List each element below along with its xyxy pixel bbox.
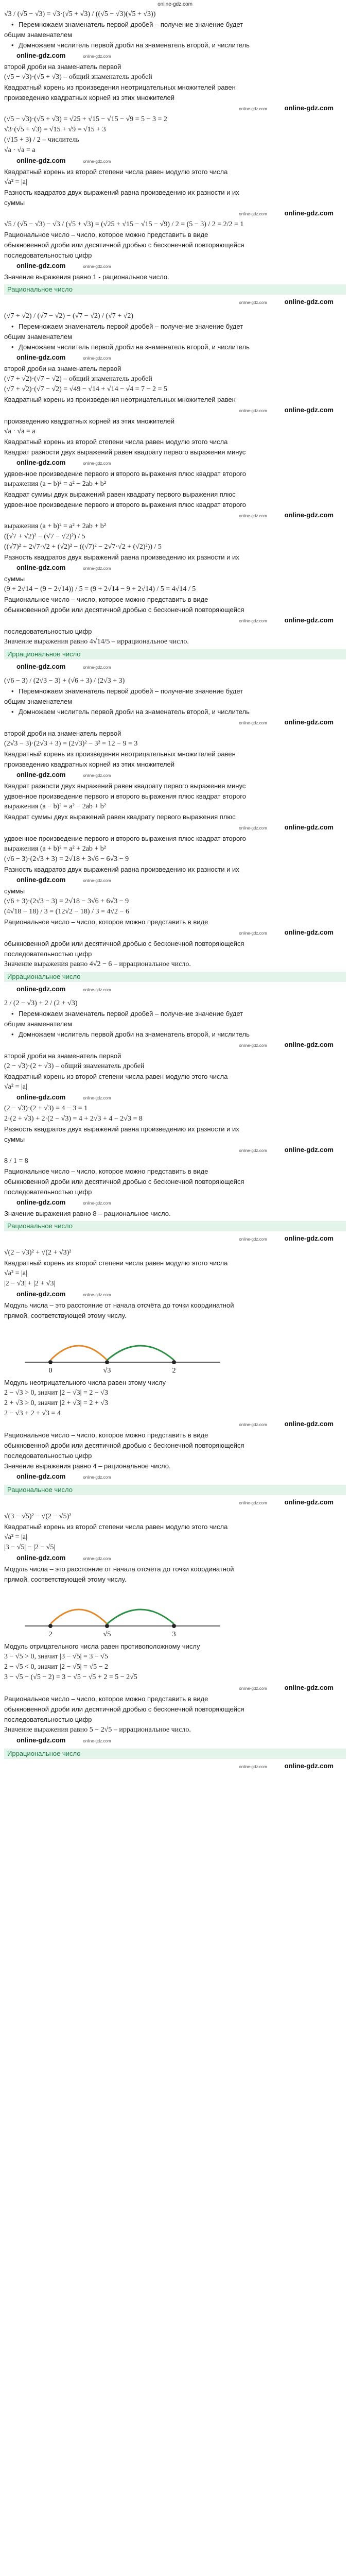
watermark-small: online-gdz.com xyxy=(239,931,267,936)
text-line: Разность квадратов двух выражений равна произведению их разности и их xyxy=(4,553,239,561)
text-line: (4√18 − 18) / 3 = (12√2 − 18) / 3 = 4√2 − 6 xyxy=(4,908,129,916)
watermark: online-gdz.com xyxy=(284,1762,334,1770)
page-header xyxy=(0,0,350,9)
number-line-diagram xyxy=(4,1585,346,1641)
axis-point-label: 0 xyxy=(48,1367,52,1375)
watermark-row xyxy=(4,1092,346,1104)
text-line: суммы xyxy=(4,887,25,895)
text-line: прямой, соответствующей этому числу. xyxy=(4,1575,127,1583)
text-line: Квадратный корень из второй степени числа равен модулю этого числа xyxy=(4,438,228,446)
text-line: (√7 + √2) / (√7 − √2) − (√7 − √2) / (√7 + √2) xyxy=(4,312,134,320)
text-line: второй дроби на знаменатель первой xyxy=(4,730,121,737)
text-line: • Домножаем числитель первой дроби на знаменатель второй, и числитель xyxy=(4,342,346,352)
number-line-svg xyxy=(4,1321,346,1378)
text-line: Значение выражения равно 5 − 2√5 – иррациональное число. xyxy=(4,1726,191,1734)
watermark: online-gdz.com xyxy=(284,1234,334,1242)
text-line: Квадратный корень из второй степени числа равен модулю этого числа xyxy=(4,1073,228,1080)
watermark: online-gdz.com xyxy=(16,459,66,466)
watermark-row xyxy=(4,875,346,886)
text-line: (√6 − 3)·(2√3 + 3) = 2√18 + 3√6 − 6√3 − 9 xyxy=(4,855,129,863)
watermark-small: online-gdz.com xyxy=(239,1237,267,1242)
number-type-band: Рациональное число xyxy=(4,284,346,295)
watermark: online-gdz.com xyxy=(16,985,66,993)
text-line: • Перемножаем знаменатель первой дробей – получение значение будет xyxy=(4,20,346,30)
number-type-band: Иррациональное число xyxy=(4,972,346,982)
text-line: Рациональное число – число, которое можно представить в виде xyxy=(4,1431,208,1439)
text-line: суммы xyxy=(4,575,25,583)
watermark-row xyxy=(4,1289,346,1300)
text-line: √a² = |a| xyxy=(4,1269,27,1277)
watermark-row xyxy=(4,615,346,626)
watermark: online-gdz.com xyxy=(284,406,334,414)
text-line: последовательностью цифр xyxy=(4,251,92,259)
text-line: Квадратный корень из второй степени числа равен модулю этого числа xyxy=(4,168,228,176)
text-line: произведению квадратных корней из этих множителей xyxy=(4,760,174,768)
text-line: (√5 − √3)·(√5 + √3) = √25 + √15 − √15 − √9 = 5 − 3 = 2 xyxy=(4,115,167,123)
text-line: (2 − √3)·(2 + √3) = 4 − 3 = 1 xyxy=(4,1105,88,1112)
watermark: online-gdz.com xyxy=(16,1472,66,1480)
watermark-row xyxy=(4,984,346,995)
watermark: online-gdz.com xyxy=(16,157,66,164)
watermark-small: online-gdz.com xyxy=(83,54,111,59)
watermark: online-gdz.com xyxy=(284,1498,334,1506)
document-body xyxy=(0,9,350,1772)
number-type-band: Рациональное число xyxy=(4,1221,346,1231)
text-line: выражения (a − b)² = a² − 2ab + b² xyxy=(4,803,106,810)
watermark-row xyxy=(4,103,346,114)
text-line: (√7 + √2)·(√7 − √2) = √49 − √14 + √14 − √4 = 7 − 2 = 5 xyxy=(4,385,167,393)
text-line: Квадрат суммы двух выражений равен квадрату первого выражения плюс xyxy=(4,813,236,821)
text-line: суммы xyxy=(4,199,25,207)
text-line: произведению квадратных корней из этих множителей xyxy=(4,94,174,101)
watermark-small: online-gdz.com xyxy=(83,1475,111,1480)
text-line: Разность квадратов двух выражений равна произведению их разности и их xyxy=(4,189,239,196)
distance-arc xyxy=(107,1609,174,1624)
text-line: (2√3 − 3)·(2√3 + 3) = (2√3)² − 3² = 12 − 9 = 3 xyxy=(4,740,138,748)
text-line: √a² = |a| xyxy=(4,178,27,186)
watermark: online-gdz.com xyxy=(16,1093,66,1101)
watermark: online-gdz.com xyxy=(16,52,66,59)
watermark-row xyxy=(4,457,346,469)
watermark: online-gdz.com xyxy=(284,823,334,831)
watermark: online-gdz.com xyxy=(284,718,334,726)
text-line: обыкновенной дроби или десятичной дробью с бесконечной повторяющейся xyxy=(4,606,244,614)
text-line: 8 / 1 = 8 xyxy=(4,1157,28,1165)
axis-point xyxy=(105,1624,109,1628)
text-line: Модуль числа – это расстояние от начала отсчёта до точки координатной xyxy=(4,1301,234,1309)
text-line: общим знаменателем xyxy=(4,698,73,705)
watermark-row xyxy=(4,1145,346,1156)
text-line: последовательностью цифр xyxy=(4,1188,92,1196)
text-line: второй дроби на знаменатель первой xyxy=(4,365,121,372)
watermark-small: online-gdz.com xyxy=(83,264,111,269)
text-line: √a² = |a| xyxy=(4,1083,27,1091)
solution-section xyxy=(4,311,346,673)
text-line: Модуль отрицательного числа равен противоположному числу xyxy=(4,1642,200,1650)
text-line: второй дроби на знаменатель первой xyxy=(4,1052,121,1060)
text-line: 2·(2 + √3) + 2·(2 − √3) = 4 + 2√3 + 4 − 2√3 = 8 xyxy=(4,1115,143,1123)
text-line: Разность квадратов двух выражений равна произведению их разности и их xyxy=(4,1125,239,1133)
text-line: выражения (a + b)² = a² + 2ab + b² xyxy=(4,522,106,530)
watermark: online-gdz.com xyxy=(284,209,334,217)
text-line: Рациональное число – число, которое можно представить в виде xyxy=(4,596,208,603)
text-line: √a · √a = a xyxy=(4,428,36,435)
text-line: удвоенное произведение первого и второго выражения плюс квадрат второго xyxy=(4,792,246,800)
text-line: удвоенное произведение первого и второго выражения плюс квадрат второго xyxy=(4,835,246,842)
watermark: online-gdz.com xyxy=(284,511,334,519)
watermark-row xyxy=(4,1233,346,1245)
text-line: (2 − √3)·(2 + √3) – общий знаменатель дробей xyxy=(4,1062,145,1070)
text-line: Рациональное число – число, которое можно представить в виде xyxy=(4,1695,208,1703)
text-line: Значение выражения равно 4√2 − 6 – иррациональное число. xyxy=(4,960,191,968)
watermark-row xyxy=(4,1553,346,1564)
watermark-row xyxy=(4,1040,346,1051)
number-type-band: Иррациональное число xyxy=(4,1749,346,1759)
number-line-svg xyxy=(4,1585,346,1641)
watermark-row xyxy=(4,563,346,574)
text-line: (√5 − √3)·(√5 + √3) – общий знаменатель дробей xyxy=(4,73,152,81)
watermark: online-gdz.com xyxy=(284,1146,334,1154)
text-line: Квадратный корень из второй степени числа равен модулю этого числа xyxy=(4,1259,228,1267)
text-line: Квадратный корень из произведения неотрицательных множителей равен xyxy=(4,750,236,758)
text-line: обыкновенной дроби или десятичной дробью с бесконечной повторяющейся xyxy=(4,1178,244,1185)
watermark: online-gdz.com xyxy=(284,1420,334,1428)
text-line: |3 − √5| − |2 − √5| xyxy=(4,1544,56,1551)
watermark-row xyxy=(4,50,346,62)
text-line: общим знаменателем xyxy=(4,31,73,39)
watermark: online-gdz.com xyxy=(16,663,66,670)
watermark-small: online-gdz.com xyxy=(83,1096,111,1100)
axis-point-label: √3 xyxy=(103,1367,111,1375)
watermark: online-gdz.com xyxy=(284,1041,334,1048)
watermark-small: online-gdz.com xyxy=(83,1201,111,1206)
text-line: удвоенное произведение первого и второго выражения плюс квадрат второго xyxy=(4,501,246,509)
watermark-small: online-gdz.com xyxy=(83,1556,111,1561)
text-line: Квадрат разности двух выражений равен квадрату первого выражения минус xyxy=(4,782,246,790)
text-line: ((√7 + √2)² − (√7 − √2)²) / 5 xyxy=(4,533,85,540)
axis-point-label: 2 xyxy=(172,1367,176,1375)
watermark-small: online-gdz.com xyxy=(239,1148,267,1153)
text-line: суммы xyxy=(4,1136,25,1143)
number-line-diagram xyxy=(4,1321,346,1378)
watermark-small: online-gdz.com xyxy=(83,773,111,778)
watermark-small: online-gdz.com xyxy=(83,461,111,466)
text-line: Рациональное число – число, которое можно представить в виде xyxy=(4,918,208,926)
text-line: 2 − √5 < 0, значит |2 − √5| = √5 − 2 xyxy=(4,1663,108,1671)
watermark: online-gdz.com xyxy=(284,1684,334,1691)
watermark: online-gdz.com xyxy=(16,262,66,269)
distance-arc xyxy=(50,1346,107,1360)
watermark-row xyxy=(4,1735,346,1747)
solution-section xyxy=(4,1512,346,1772)
watermark: online-gdz.com xyxy=(284,616,334,624)
text-line: (√7 + √2)·(√7 − √2) – общий знаменатель дробей xyxy=(4,375,152,383)
watermark: online-gdz.com xyxy=(284,298,334,306)
text-line: Рациональное число – число, которое можно представить в виде xyxy=(4,1167,208,1175)
text-line: 2 / (2 − √3) + 2 / (2 + √3) xyxy=(4,999,78,1007)
text-line: Значение выражения равно 4 – рациональное число. xyxy=(4,1462,171,1470)
text-line: обыкновенной дроби или десятичной дробью с бесконечной повторяющейся xyxy=(4,1442,244,1449)
text-line: • Перемножаем знаменатель первой дробей – получение значение будет xyxy=(4,321,346,332)
number-type-band: Иррациональное число xyxy=(4,649,346,659)
text-line: √3 / (√5 − √3) = √3·(√5 + √3) / ((√5 − √3)(√5 + √3)) xyxy=(4,10,156,18)
watermark-small: online-gdz.com xyxy=(239,1686,267,1691)
watermark-small: online-gdz.com xyxy=(239,1501,267,1505)
axis-point xyxy=(48,1624,52,1628)
text-line: 3 − √5 − (√5 − 2) = 3 − √5 − √5 + 2 = 5 − 2√5 xyxy=(4,1673,137,1681)
watermark-row xyxy=(4,717,346,728)
text-line: последовательностью цифр xyxy=(4,950,92,958)
distance-arc xyxy=(50,1609,107,1624)
watermark: online-gdz.com xyxy=(16,1198,66,1206)
watermark-small: online-gdz.com xyxy=(83,1293,111,1297)
text-line: Значение выражения равно 8 – рациональное число. xyxy=(4,1210,171,1217)
watermark-row xyxy=(4,261,346,272)
text-line: Квадратный корень из второй степени числа равен модулю этого числа xyxy=(4,1523,228,1531)
solution-section xyxy=(4,1248,346,1509)
text-line: Модуль числа – это расстояние от начала отсчёта до точки координатной xyxy=(4,1565,234,1573)
number-type-band: Рациональное число xyxy=(4,1485,346,1495)
text-line: • Домножаем числитель первой дроби на знаменатель второй, и числитель xyxy=(4,1029,346,1040)
text-line: второй дроби на знаменатель первой xyxy=(4,63,121,71)
text-line: (√6 − 3) / (2√3 − 3) + (√6 + 3) / (2√3 + 3) xyxy=(4,677,125,685)
text-line: 2 − √3 + 2 + √3 = 4 xyxy=(4,1410,61,1417)
watermark-small: online-gdz.com xyxy=(239,409,267,413)
text-line: 2 − √3 > 0, значит |2 − √3| = 2 − √3 xyxy=(4,1389,108,1397)
watermark-small: online-gdz.com xyxy=(83,566,111,571)
text-line: (√6 + 3)·(2√3 − 3) = 2√18 − 3√6 + 6√3 − 9 xyxy=(4,897,129,905)
watermark-small: online-gdz.com xyxy=(239,826,267,831)
text-line: √(2 − √3)² + √(2 + √3)² xyxy=(4,1249,72,1257)
text-line: √5 / (√5 − √3) − √3 / (√5 + √3) = (√25 + √15 − √15 − √9) / 2 = (5 − 3) / 2 = 2/2 = 1 xyxy=(4,221,244,228)
text-line: Квадрат суммы двух выражений равен квадрату первого выражения плюс xyxy=(4,490,236,498)
watermark: online-gdz.com xyxy=(16,876,66,884)
watermark-row xyxy=(4,662,346,673)
watermark-row xyxy=(4,510,346,521)
watermark-row xyxy=(4,297,346,308)
text-line: последовательностью цифр xyxy=(4,628,92,635)
watermark-row xyxy=(4,1197,346,1209)
watermark-small: online-gdz.com xyxy=(83,878,111,883)
watermark: online-gdz.com xyxy=(16,771,66,778)
text-line: обыкновенной дроби или десятичной дробью с бесконечной повторяющейся xyxy=(4,241,244,249)
watermark-small: online-gdz.com xyxy=(239,1765,267,1769)
text-line: выражения (a − b)² = a² − 2ab + b² xyxy=(4,480,106,488)
watermark-small: online-gdz.com xyxy=(83,356,111,361)
distance-arc xyxy=(107,1346,174,1360)
text-line: • Домножаем числитель первой дроби на знаменатель второй, и числитель xyxy=(4,40,346,50)
watermark-small: online-gdz.com xyxy=(83,988,111,992)
watermark-small: online-gdz.com xyxy=(239,721,267,725)
watermark-small: online-gdz.com xyxy=(239,514,267,518)
axis-point xyxy=(105,1360,109,1364)
watermark-row xyxy=(4,1683,346,1694)
text-line: √(3 − √5)² − √(2 − √5)² xyxy=(4,1513,72,1520)
text-line: общим знаменателем xyxy=(4,1020,73,1028)
watermark-row xyxy=(4,770,346,781)
solution-section xyxy=(4,9,346,308)
watermark: online-gdz.com xyxy=(16,1736,66,1744)
text-line: Квадрат разности двух выражений равен квадрату первого выражения минус xyxy=(4,448,246,456)
axis-point-label: √5 xyxy=(103,1631,111,1638)
watermark-row xyxy=(4,405,346,416)
watermark-small: online-gdz.com xyxy=(239,107,267,111)
text-line: Значение выражения равно 4√14/5 – иррациональное число. xyxy=(4,638,189,646)
watermark-small: online-gdz.com xyxy=(239,619,267,623)
text-line: (√15 + 3) / 2 – числитель xyxy=(4,136,79,144)
axis-point xyxy=(172,1624,176,1628)
watermark-small: online-gdz.com xyxy=(83,159,111,164)
watermark-row xyxy=(4,822,346,834)
watermark-row xyxy=(4,1497,346,1509)
axis-point xyxy=(172,1360,176,1364)
watermark: online-gdz.com xyxy=(284,928,334,936)
text-line: √3·(√5 + √3) = √15 + √9 = √15 + 3 xyxy=(4,126,106,133)
solution-section xyxy=(4,998,346,1245)
header-title: online-gdz.com xyxy=(157,2,192,7)
watermark-small: online-gdz.com xyxy=(239,212,267,216)
solution-section xyxy=(4,676,346,995)
watermark-row xyxy=(4,1471,346,1483)
text-line: обыкновенной дроби или десятичной дробью с бесконечной повторяющейся xyxy=(4,1705,244,1713)
watermark-row xyxy=(4,1761,346,1772)
text-line: • Домножаем числитель первой дроби на знаменатель второй, и числитель xyxy=(4,707,346,717)
watermark-row xyxy=(4,1419,346,1430)
text-line: Квадратный корень из произведения неотрицательных множителей равен xyxy=(4,396,236,403)
text-line: √a · √a = a xyxy=(4,146,36,154)
text-line: прямой, соответствующей этому числу. xyxy=(4,1312,127,1319)
watermark-small: online-gdz.com xyxy=(239,1043,267,1048)
watermark-small: online-gdz.com xyxy=(83,1739,111,1743)
text-line: Разность квадратов двух выражений равна произведению их разности и их xyxy=(4,866,239,873)
watermark-small: online-gdz.com xyxy=(239,300,267,305)
text-line: • Перемножаем знаменатель первой дробей – получение значение будет xyxy=(4,686,346,697)
text-line: удвоенное произведение первого и второго выражения плюс квадрат второго xyxy=(4,470,246,478)
axis-point xyxy=(48,1360,52,1364)
axis-point-label: 3 xyxy=(172,1631,176,1638)
text-line: последовательностью цифр xyxy=(4,1452,92,1460)
text-line: 2 + √3 > 0, значит |2 + √3| = 2 + √3 xyxy=(4,1399,108,1407)
watermark-small: online-gdz.com xyxy=(239,1422,267,1427)
text-line: общим знаменателем xyxy=(4,333,73,341)
text-line: обыкновенной дроби или десятичной дробью с бесконечной повторяющейся xyxy=(4,940,244,947)
axis-point-label: 2 xyxy=(48,1631,52,1638)
text-line: 3 − √5 > 0, значит |3 − √5| = 3 − √5 xyxy=(4,1653,108,1660)
watermark-row xyxy=(4,156,346,167)
text-line: (9 + 2√14 − (9 − 2√14)) / 5 = (9 + 2√14 − 9 + 2√14) / 5 = 4√14 / 5 xyxy=(4,585,196,593)
text-line: Значение выражения равно 1 - рациональное число. xyxy=(4,273,169,281)
text-line: • Перемножаем знаменатель первой дробей – получение значение будет xyxy=(4,1009,346,1019)
text-line: √a² = |a| xyxy=(4,1533,27,1541)
text-line: произведению квадратных корней из этих множителей xyxy=(4,417,174,425)
watermark: online-gdz.com xyxy=(16,564,66,571)
watermark-row xyxy=(4,927,346,939)
text-line: последовательностью цифр xyxy=(4,1716,92,1723)
watermark: online-gdz.com xyxy=(16,353,66,361)
text-line: |2 − √3| + |2 + √3| xyxy=(4,1280,56,1287)
watermark: online-gdz.com xyxy=(284,104,334,112)
watermark-small: online-gdz.com xyxy=(83,665,111,670)
text-line: Квадратный корень из произведения неотрицательных множителей равен xyxy=(4,83,236,91)
text-line: Модуль неотрицательного числа равен этому числу xyxy=(4,1379,166,1386)
watermark: online-gdz.com xyxy=(16,1290,66,1298)
watermark: online-gdz.com xyxy=(16,1554,66,1562)
text-line: выражения (a + b)² = a² + 2ab + b² xyxy=(4,845,106,853)
watermark-row xyxy=(4,352,346,364)
watermark-row xyxy=(4,208,346,219)
text-line: ((√7)² + 2√7·√2 + (√2)² − ((√7)² − 2√7·√2 + (√2)²)) / 5 xyxy=(4,543,162,551)
text-line: Рациональное число – число, которое можно представить в виде xyxy=(4,231,208,239)
